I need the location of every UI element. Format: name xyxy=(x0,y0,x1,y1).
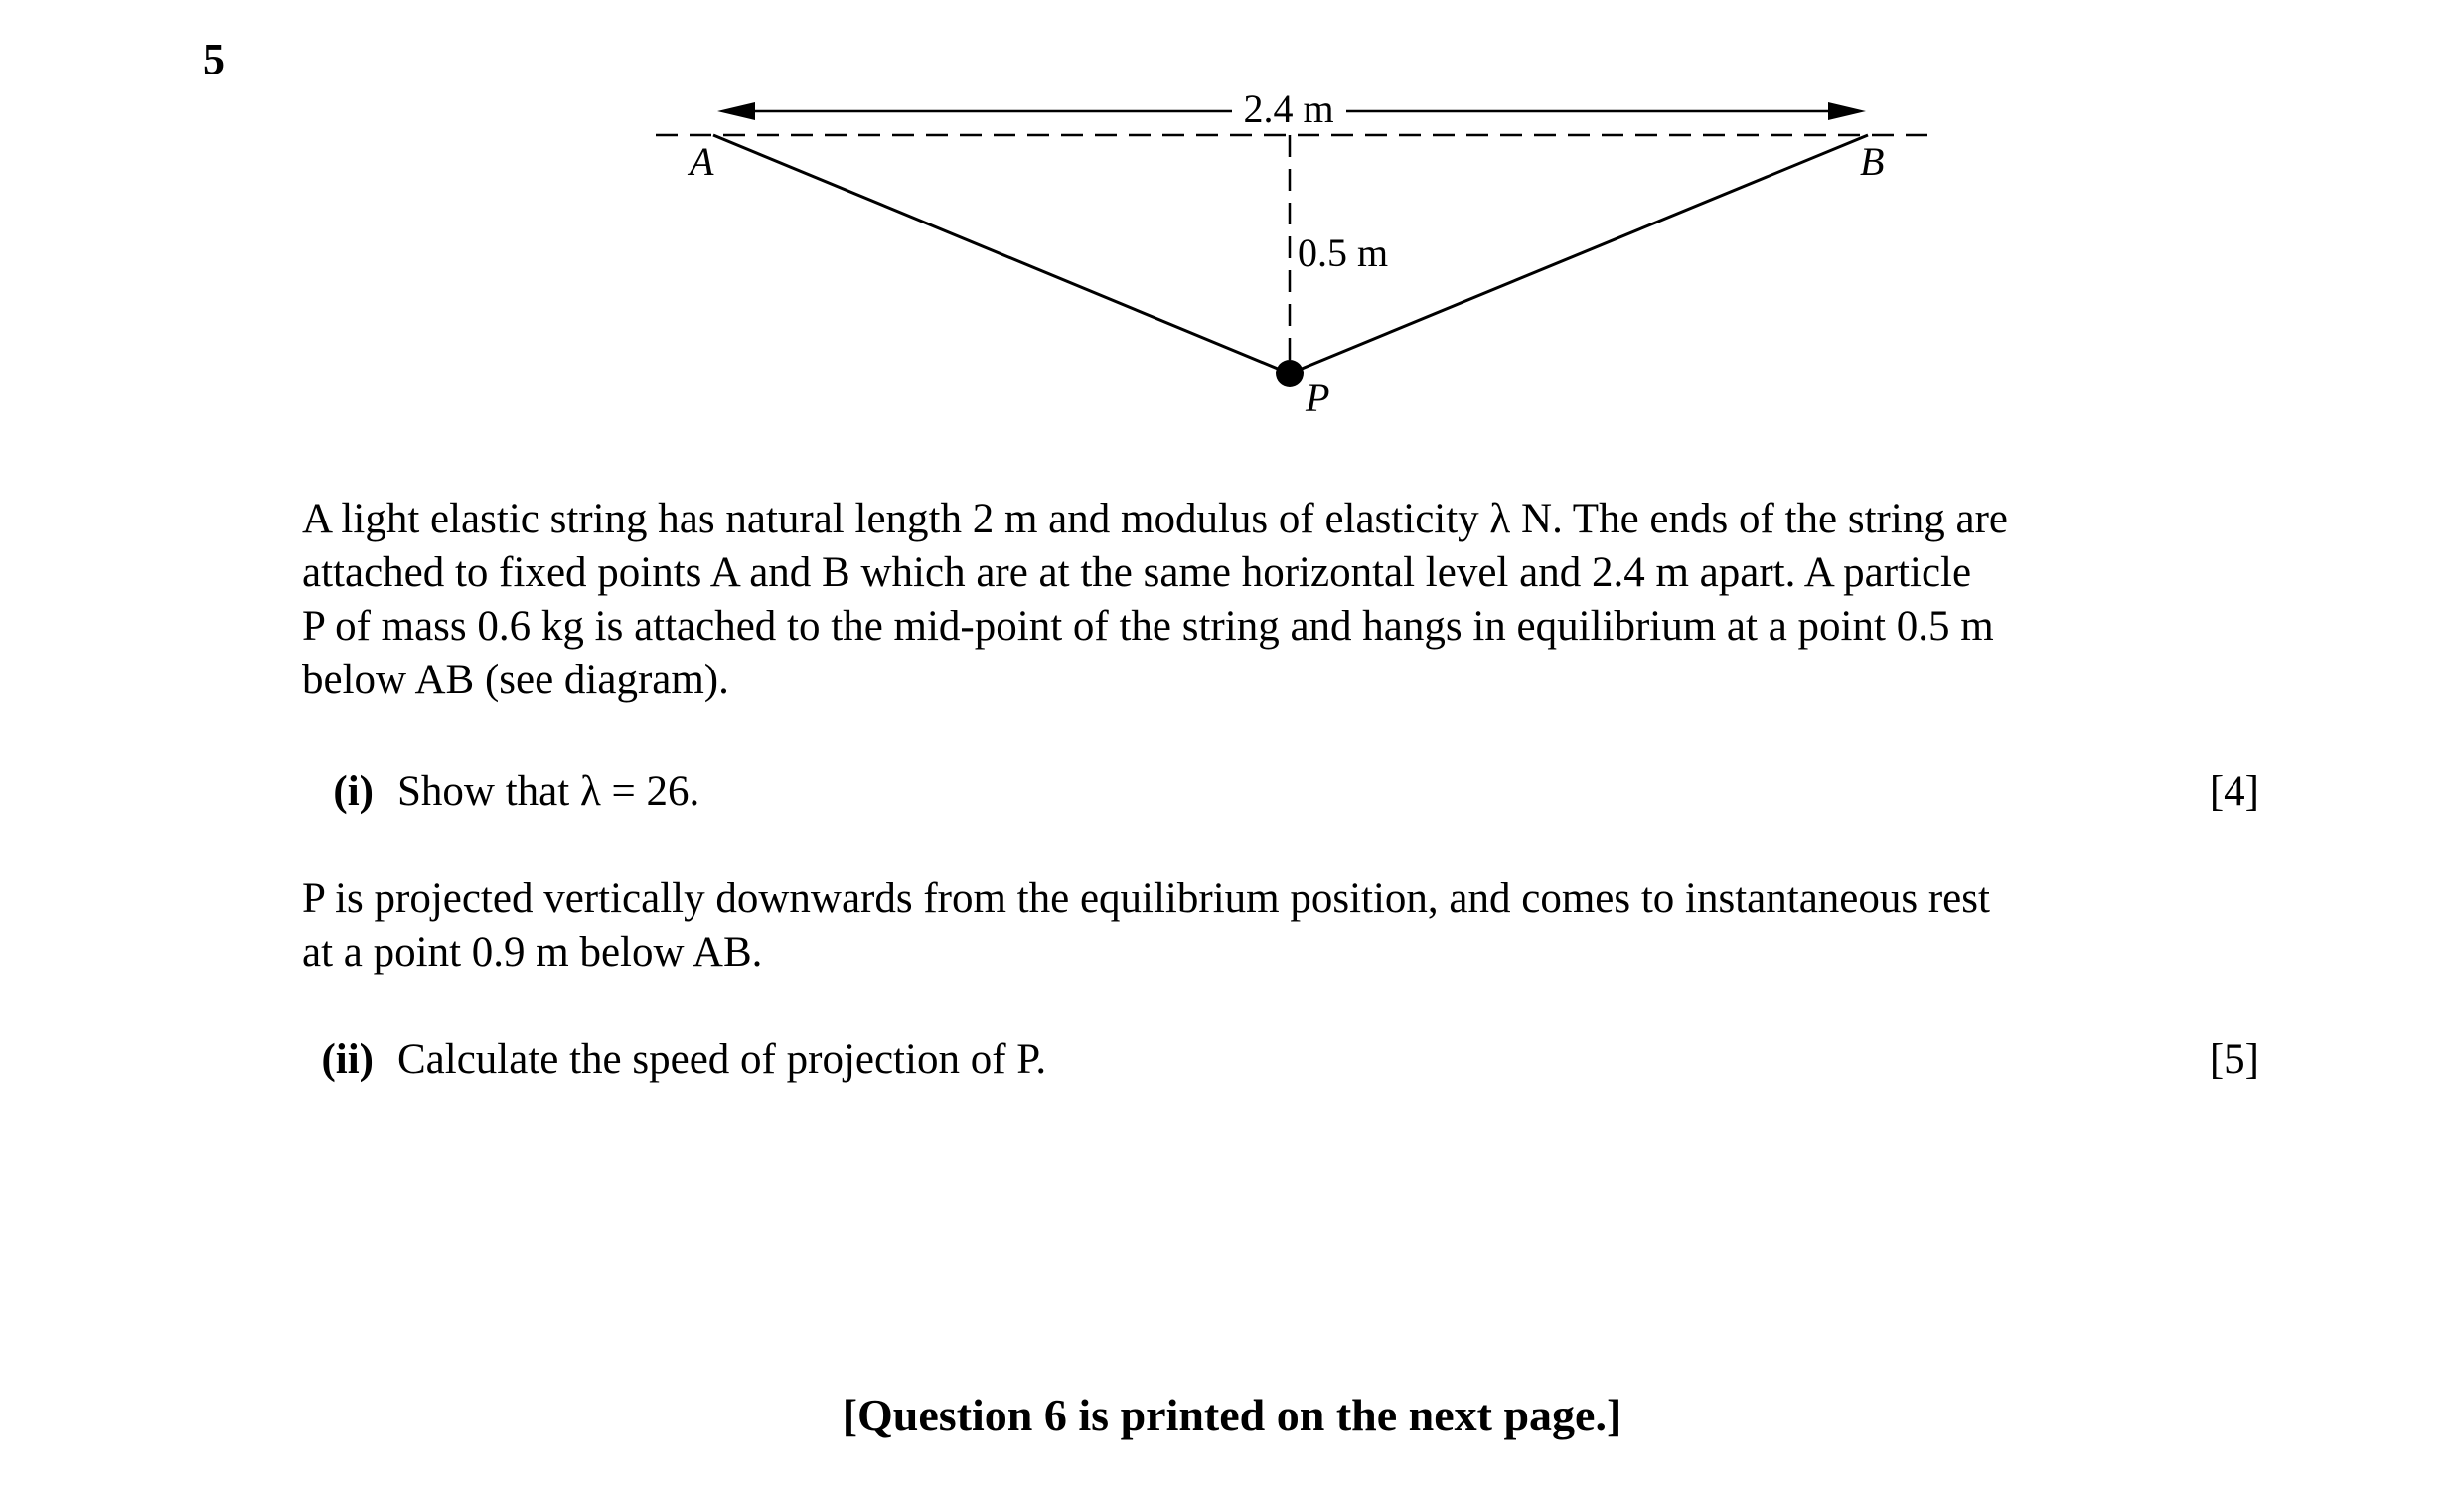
elastic-string-diagram xyxy=(0,0,2464,457)
particle-p xyxy=(1276,360,1304,387)
part-ii-marks: [5] xyxy=(2209,1036,2259,1083)
drop-label: 0.5 m xyxy=(1298,230,1389,275)
point-a-label: A xyxy=(690,139,714,184)
point-b-label: B xyxy=(1860,139,1885,184)
intro-line-4: below AB (see diagram). xyxy=(302,657,729,703)
part-ii-label: (ii) xyxy=(321,1036,374,1083)
part-i-marks: [4] xyxy=(2209,768,2259,815)
part-ii-text: Calculate the speed of projection of P. xyxy=(397,1036,1047,1083)
part-i xyxy=(302,765,2259,818)
intro-paragraph xyxy=(302,493,2259,707)
arrow-left-icon xyxy=(717,102,755,120)
string-ap xyxy=(713,135,1290,373)
part-i-text: Show that λ = 26. xyxy=(397,768,700,815)
intro-line-3: P of mass 0.6 kg is attached to the mid-point of the string and hangs in equilibrium at a point 0.5 m xyxy=(302,603,1994,650)
intro-line-2: attached to fixed points A and B which are at the same horizontal level and 2.4 m apart. A particle xyxy=(302,549,1972,596)
part-ii xyxy=(302,1033,2259,1087)
arrow-right-icon xyxy=(1828,102,1866,120)
footer-note: [Question 6 is printed on the next page.] xyxy=(842,1390,1622,1440)
part-i-label: (i) xyxy=(333,768,374,815)
middle-line-2: at a point 0.9 m below AB. xyxy=(302,929,763,975)
intro-line-1: A light elastic string has natural length 2 m and modulus of elasticity λ N. The ends of the string are xyxy=(302,496,2009,542)
middle-line-1: P is projected vertically downwards from the equilibrium position, and comes to instantaneous rest xyxy=(302,875,1990,922)
middle-paragraph xyxy=(302,872,2259,979)
span-label: 2.4 m xyxy=(1243,86,1334,131)
question-number: 5 xyxy=(203,35,225,83)
point-p-label: P xyxy=(1306,375,1330,420)
